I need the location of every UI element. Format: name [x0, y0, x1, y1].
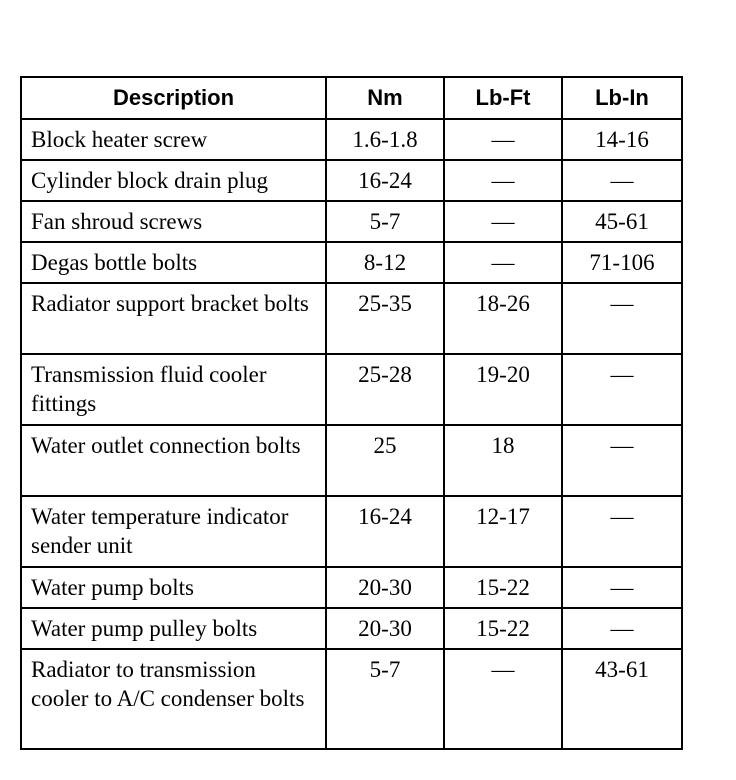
cell-lb-ft: — [444, 160, 562, 201]
cell-lb-ft: 19-20 [444, 354, 562, 425]
header-lb-ft: Lb-Ft [444, 77, 562, 119]
table-row [21, 119, 682, 160]
table-row [21, 608, 682, 649]
cell-nm: 5-7 [326, 649, 444, 749]
cell-lb-in: — [562, 354, 682, 425]
cell-lb-ft: 12-17 [444, 496, 562, 567]
cell-lb-in: 71-106 [562, 242, 682, 283]
table-row [21, 649, 682, 749]
cell-lb-ft: — [444, 201, 562, 242]
cell-nm: 20-30 [326, 608, 444, 649]
cell-lb-in: — [562, 425, 682, 496]
cell-description: Water temperature indicator sender unit [21, 496, 326, 567]
cell-nm: 1.6-1.8 [326, 119, 444, 160]
cell-lb-ft: — [444, 649, 562, 749]
table-body [21, 119, 682, 749]
cell-lb-in: 14-16 [562, 119, 682, 160]
table-row [21, 283, 682, 354]
cell-lb-ft: — [444, 242, 562, 283]
cell-nm: 20-30 [326, 567, 444, 608]
cell-description: Degas bottle bolts [21, 242, 326, 283]
cell-nm: 25-28 [326, 354, 444, 425]
cell-lb-in: 45-61 [562, 201, 682, 242]
cell-description: Cylinder block drain plug [21, 160, 326, 201]
cell-description: Water outlet connection bolts [21, 425, 326, 496]
cell-nm: 25-35 [326, 283, 444, 354]
cell-nm: 25 [326, 425, 444, 496]
table-row [21, 496, 682, 567]
cell-lb-in: 43-61 [562, 649, 682, 749]
cell-description: Transmission fluid cooler fittings [21, 354, 326, 425]
cell-description: Fan shroud screws [21, 201, 326, 242]
cell-description: Block heater screw [21, 119, 326, 160]
torque-specifications-table [20, 76, 683, 750]
cell-lb-ft: 18 [444, 425, 562, 496]
table-row [21, 425, 682, 496]
header-lb-in: Lb-In [562, 77, 682, 119]
cell-lb-in: — [562, 160, 682, 201]
cell-nm: 16-24 [326, 496, 444, 567]
cell-description: Water pump pulley bolts [21, 608, 326, 649]
cell-lb-ft: — [444, 119, 562, 160]
cell-lb-ft: 15-22 [444, 608, 562, 649]
cell-description: Radiator support bracket bolts [21, 283, 326, 354]
table-row [21, 201, 682, 242]
cell-description: Radiator to transmission cooler to A/C condenser bolts [21, 649, 326, 749]
table-row [21, 567, 682, 608]
header-nm: Nm [326, 77, 444, 119]
cell-lb-in: — [562, 496, 682, 567]
cell-lb-in: — [562, 608, 682, 649]
cell-nm: 16-24 [326, 160, 444, 201]
table-header [21, 77, 682, 119]
cell-lb-in: — [562, 283, 682, 354]
cell-nm: 8-12 [326, 242, 444, 283]
cell-lb-ft: 15-22 [444, 567, 562, 608]
cell-description: Water pump bolts [21, 567, 326, 608]
table-row [21, 242, 682, 283]
cell-nm: 5-7 [326, 201, 444, 242]
cell-lb-ft: 18-26 [444, 283, 562, 354]
table-row [21, 354, 682, 425]
header-description: Description [21, 77, 326, 119]
cell-lb-in: — [562, 567, 682, 608]
header-row [21, 77, 682, 119]
table-row [21, 160, 682, 201]
